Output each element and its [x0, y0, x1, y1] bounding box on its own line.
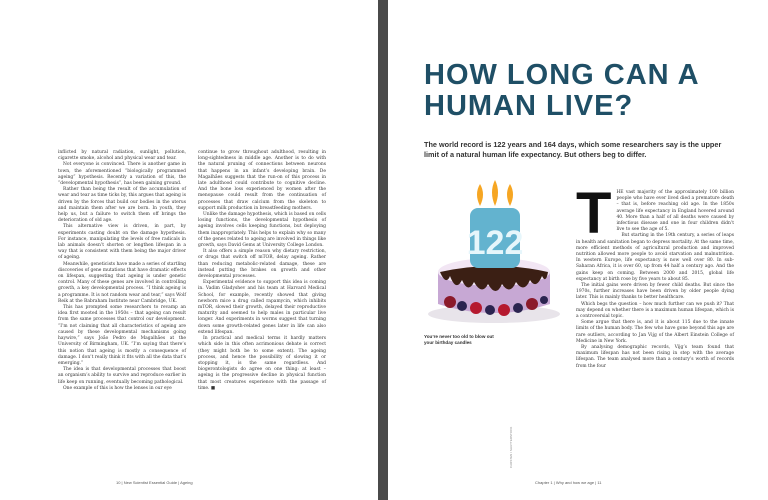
article-title: HOW LONG CAN A HUMAN LIVE? — [424, 59, 699, 122]
flame-icon — [492, 180, 498, 206]
paragraph: The initial gains were driven by fewer child deaths. But since the 1970s, further increases have been driven by older people dying later. This is mainly thanks to better healthcare. — [576, 283, 734, 301]
paragraph: It also offers a simple reason why dietary restriction, or drugs that switch off mTOR, delay ageing. Rather than reducing metabolic-related damage, these are instead putting the brakes on growth and other developmental processes. — [198, 249, 326, 280]
candle-number: 122 — [466, 224, 524, 262]
paragraph: In practical and medical terms it hardly matters which side in this often acrimonious debate is correct (they might both be to some extent). The ageing process, and hence the possibility of slowing it or stopping it, is the same regardless. And biogerontologists do agree on one thing: at least – ageing is the progressive decline in physical function that most creatures experience with the passage of time. ■ — [198, 336, 326, 391]
paragraph: Meanwhile, geneticists have made a series of startling discoveries of gene mutations that have dramatic effects on lifespan, suggesting that ageing is under genetic control. Many of these genes are involved in controlling growth, a key developmental process. “I think ageing is a programme. It is not random wear and tear,” says Wolf Reik at the Babraham Institute near Cambridge, UK. — [58, 261, 186, 304]
paragraph: Rather than being the result of the accumulation of wear and tear as time ticks by, this argues that ageing is driven by the forces that build our bodies in the uterus and maintain them after we are born. In youth, they help us, but a failure to switch them off brings the deterioration of old age. — [58, 187, 186, 224]
right-page-footer: Chapter 1 | Why and how we age | 11 — [535, 480, 602, 485]
paragraph: continue to grow throughout adulthood, resulting in long-sightedness in middle age. Another is to do with the natural pruning of connections between neurons that happens in an infant’s developing brain. De Magalhães suggests that the run-on of this process in late adulthood could contribute to cognitive decline. And the bone loss experienced by women after the menopause could result from the continuation of processes that draw calcium from the skeleton to support milk production in breastfeeding mothers. — [198, 150, 326, 211]
right-column — [576, 181, 734, 475]
drop-cap: T — [576, 181, 612, 246]
berry — [498, 304, 510, 316]
paragraph: Unlike the damage hypothesis, which is based on cells losing functions, the developmental hypothesis of ageing involves cells keeping functions, but deploying them inappropriately. This helps to explain why so many of the genes related to ageing are involved in things like growth, says David Gems at University College London. — [198, 212, 326, 249]
berry — [457, 301, 467, 311]
left-page — [0, 0, 378, 500]
flame-icon — [477, 184, 483, 206]
image-caption: You’re never too old to blow out your birthday candles — [424, 334, 494, 346]
berry — [470, 302, 482, 314]
paragraph: One example of this is how the lenses in our eye — [63, 385, 172, 391]
right-page — [388, 0, 768, 500]
standfirst: The world record is 122 years and 164 days, which some researchers say is the upper limit of a natural human life expectancy. But others beg to differ. — [424, 140, 722, 159]
berry — [485, 305, 495, 315]
paragraph: inflicted by natural radiation, sunlight, pollution, cigarette smoke, alcohol and physical wear and tear. — [58, 150, 186, 162]
birthday-cake-image — [416, 176, 568, 326]
paragraph: This has prompted some researchers to revamp an idea first mooted in the 1950s – that ageing can result from the same processes that control our development. “I’m not claiming that all characteristics of ageing are caused by these developmental mechanisms going haywire,” says João Pedro de Magalhães at the University of Birmingham, UK. “I’m saying that there’s this notion that ageing is mostly a consequence of damage. I don’t really think it fits with all the data that’s emerging.” — [58, 305, 186, 366]
paragraph: This alternative view is driven, in part, by experiments casting doubt on the damage hypothesis. For instance, manipulating the levels of free radicals in lab animals doesn’t shorten or lengthen lifespan in a way that is consistent with them being the major driver of ageing. — [58, 224, 186, 261]
paragraph: Experimental evidence to support this idea is coming in. Vadim Gladyshev and his team at Harvard Medical School, for example, recently showed that giving newborn mice a drug called rapamycin, which inhibits mTOR, slowed their growth, delayed their reproductive maturity and seemed to help males in particular live longer. And experiments in worms suggest that turning down some growth-related genes later in life can also extend lifespan. — [198, 280, 326, 335]
berry — [444, 296, 456, 308]
paragraph: Which begs the question – how much further can we push it? That may depend on whether there is a maximum human lifespan, which is a controversial topic. — [576, 301, 734, 320]
berry — [513, 303, 523, 313]
berry — [526, 298, 538, 310]
left-page-footer: 10 | New Scientist Essential Guide | Ageing — [116, 480, 193, 485]
left-column-2 — [198, 150, 326, 475]
paragraph: HE vast majority of the approximately 100 billion people who have ever lived died a premature death – that is, before reaching old age. In the 1850s average life expectancy in England hovered around 40. More than a half of all deaths were caused by infectious disease and one in four children didn’t live to see the age of 5. — [616, 190, 734, 233]
photo-credit: CARSTEN / SHUTTERSTOCK — [509, 426, 513, 468]
flame-icon — [507, 184, 513, 206]
paragraph: Not everyone is convinced. There is another game in town, the aforementioned “biologically programmed ageing” hypothesis. Recently a variation of this, the “developmental hypothesis”, has been gaining ground. — [58, 162, 186, 187]
paragraph: By analysing demographic records, Vijg’s team found that maximum lifespan has not been rising in step with the average lifespan. The team analysed more than a century’s worth of records from the four — [576, 345, 734, 369]
berry — [540, 296, 548, 304]
paragraph: The idea is that developmental processes that boost an organism’s ability to survive and reproduce earlier in life keep on running, eventually becoming pathological. — [58, 367, 186, 385]
paragraph: Some argue that there is, and it is about 115 due to the innate limits of the human body. The few who have gone beyond this age are rare outliers, according to Jan Vijg of the Albert Einstein College of Medicine in New York. — [576, 320, 734, 344]
paragraph: But starting in the 19th century, a series of leaps in health and sanitation began to depress mortality. At the same time, more efficient methods of agricultural production and improved nutrition allowed more people to avoid starvation and malnutrition. In western Europe, life expectancy is now well over 80. In sub-Saharan Africa, it is over 60, up from 44 half a century ago. And the gains keep on coming. Between 2000 and 2015, global life expectancy at birth rose by five years to about 85. — [576, 233, 734, 282]
left-column-1 — [58, 150, 186, 475]
